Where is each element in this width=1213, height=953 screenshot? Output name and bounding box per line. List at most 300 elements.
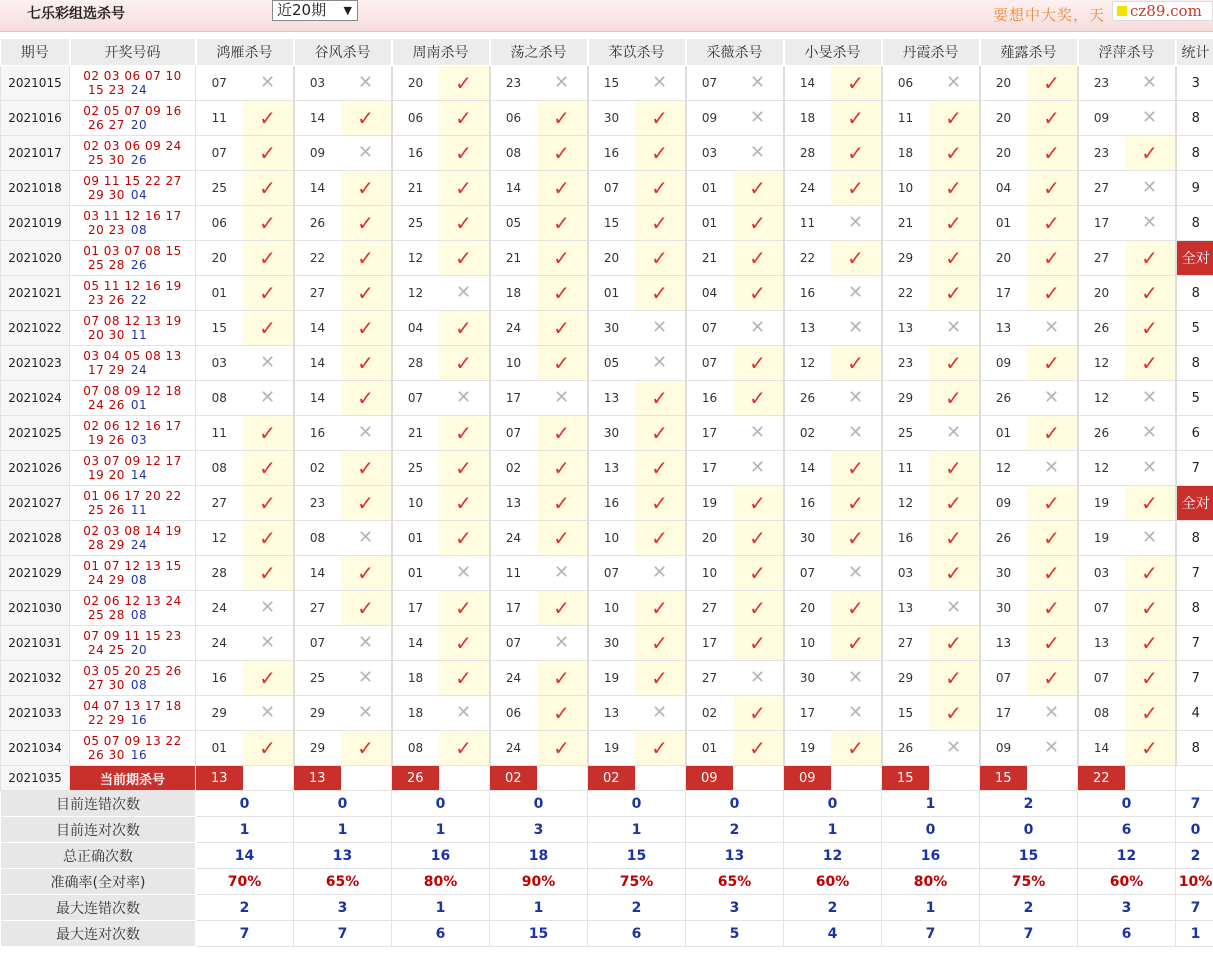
- result-mark-cell: [831, 521, 882, 556]
- result-mark-cell: [1125, 66, 1176, 101]
- cross-icon: ✕: [1141, 457, 1158, 478]
- draw-main-line1: 01 06 17 20 22: [83, 489, 182, 503]
- cross-icon: ✕: [259, 387, 276, 408]
- check-icon: ✓: [1141, 491, 1158, 515]
- check-icon: ✓: [357, 211, 374, 235]
- stats-value: 7: [980, 921, 1078, 947]
- kill-number-cell: 26: [882, 731, 929, 766]
- count-cell: 8: [1176, 101, 1213, 136]
- draw-bonus-number: 11: [130, 328, 148, 342]
- cross-icon: ✕: [749, 142, 766, 163]
- kill-number-cell: 26: [1078, 416, 1125, 451]
- stats-row: [1, 791, 1213, 817]
- col-header-expert: 小旻杀号: [784, 39, 882, 66]
- result-mark-cell: [243, 346, 294, 381]
- current-pad-cell: [1125, 766, 1176, 791]
- issue-cell: 2021017: [1, 136, 70, 171]
- current-pad-cell: [341, 766, 392, 791]
- draw-main-line2: 19 26: [88, 433, 125, 447]
- result-mark-cell: [831, 626, 882, 661]
- check-icon: ✓: [553, 491, 570, 515]
- kill-number-cell: 04: [392, 311, 439, 346]
- check-icon: ✓: [553, 456, 570, 480]
- check-icon: ✓: [1043, 596, 1060, 620]
- kill-number-cell: 09: [686, 101, 733, 136]
- issue-cell: 2021016: [1, 101, 70, 136]
- stats-value: 1: [392, 817, 490, 843]
- check-icon: ✓: [553, 106, 570, 130]
- check-icon: ✓: [749, 596, 766, 620]
- kill-number-cell: 20: [784, 591, 831, 626]
- draw-main-line1: 03 05 20 25 26: [83, 664, 182, 678]
- result-mark-cell: [341, 276, 392, 311]
- kill-number-cell: 06: [196, 206, 243, 241]
- check-icon: ✓: [945, 141, 962, 165]
- result-mark-cell: [1027, 731, 1078, 766]
- kill-number-cell: 12: [1078, 346, 1125, 381]
- check-icon: ✓: [651, 281, 668, 305]
- table-row: [1, 661, 1213, 696]
- stats-label: 总正确次数: [1, 843, 196, 869]
- period-select-value: 近20期: [277, 1, 327, 19]
- kill-number-cell: 08: [196, 451, 243, 486]
- check-icon: ✓: [945, 631, 962, 655]
- result-mark-cell: [831, 66, 882, 101]
- current-kill-number: 13: [294, 766, 341, 791]
- issue-cell: 2021028: [1, 521, 70, 556]
- draw-numbers-cell: [70, 171, 196, 206]
- result-mark-cell: [635, 241, 686, 276]
- result-mark-cell: [1027, 101, 1078, 136]
- result-mark-cell: [439, 556, 490, 591]
- draw-main-line1: 02 03 06 09 24: [83, 139, 182, 153]
- check-icon: ✓: [651, 526, 668, 550]
- draw-line2: [70, 643, 195, 657]
- cross-icon: ✕: [357, 142, 374, 163]
- result-mark-cell: [537, 521, 588, 556]
- kill-number-cell: 24: [490, 731, 537, 766]
- result-mark-cell: [243, 241, 294, 276]
- cross-icon: ✕: [553, 387, 570, 408]
- draw-line2: [70, 538, 195, 552]
- kill-number-cell: 07: [1078, 661, 1125, 696]
- result-mark-cell: [341, 416, 392, 451]
- kill-number-cell: 27: [686, 661, 733, 696]
- col-header-expert: 谷风杀号: [294, 39, 392, 66]
- check-icon: ✓: [1141, 141, 1158, 165]
- draw-line2: [70, 188, 195, 202]
- stats-value: 6: [392, 921, 490, 947]
- table-header-row: [1, 39, 1213, 66]
- check-icon: ✓: [847, 106, 864, 130]
- draw-line2: [70, 503, 195, 517]
- all-correct-badge: 全对: [1176, 486, 1213, 521]
- kill-number-cell: 30: [980, 591, 1027, 626]
- result-mark-cell: [341, 591, 392, 626]
- result-mark-cell: [1125, 521, 1176, 556]
- kill-number-cell: 06: [392, 101, 439, 136]
- issue-cell: 2021024: [1, 381, 70, 416]
- kill-number-cell: 04: [686, 276, 733, 311]
- kill-number-cell: 13: [980, 626, 1027, 661]
- cross-icon: ✕: [455, 562, 472, 583]
- check-icon: ✓: [749, 211, 766, 235]
- check-icon: ✓: [1141, 281, 1158, 305]
- check-icon: ✓: [1043, 491, 1060, 515]
- kill-number-cell: 23: [1078, 66, 1125, 101]
- kill-number-cell: 24: [196, 626, 243, 661]
- draw-numbers-cell: [70, 206, 196, 241]
- table-row: [1, 626, 1213, 661]
- kill-number-cell: 30: [980, 556, 1027, 591]
- chevron-down-icon: ▼: [343, 4, 352, 17]
- draw-main-line1: 03 04 05 08 13: [83, 349, 182, 363]
- check-icon: ✓: [945, 666, 962, 690]
- kill-number-cell: 09: [980, 346, 1027, 381]
- table-row: [1, 101, 1213, 136]
- draw-main-line2: 29 30: [88, 188, 125, 202]
- check-icon: ✓: [553, 281, 570, 305]
- table-row: [1, 381, 1213, 416]
- brand-link[interactable]: [1112, 1, 1213, 21]
- kill-number-cell: 10: [588, 521, 635, 556]
- result-mark-cell: [1125, 556, 1176, 591]
- draw-line2: [70, 223, 195, 237]
- result-mark-cell: [733, 731, 784, 766]
- result-mark-cell: [537, 696, 588, 731]
- table-row: [1, 206, 1213, 241]
- check-icon: ✓: [945, 491, 962, 515]
- draw-main-line2: 20 23: [88, 223, 125, 237]
- check-icon: ✓: [1141, 561, 1158, 585]
- current-pad-cell: [733, 766, 784, 791]
- result-mark-cell: [635, 206, 686, 241]
- result-mark-cell: [1125, 101, 1176, 136]
- col-header-expert: 苯苡杀号: [588, 39, 686, 66]
- check-icon: ✓: [357, 176, 374, 200]
- result-mark-cell: [1027, 311, 1078, 346]
- result-mark-cell: [929, 521, 980, 556]
- result-mark-cell: [635, 591, 686, 626]
- check-icon: ✓: [651, 211, 668, 235]
- draw-main-line2: 26 27: [88, 118, 125, 132]
- cross-icon: ✕: [651, 562, 668, 583]
- result-mark-cell: [537, 556, 588, 591]
- stats-value: 0: [392, 791, 490, 817]
- draw-bonus-number: 22: [130, 293, 148, 307]
- kill-number-cell: 16: [882, 521, 929, 556]
- result-mark-cell: [439, 311, 490, 346]
- result-mark-cell: [831, 346, 882, 381]
- period-select[interactable]: [272, 0, 358, 21]
- draw-main-line1: 03 07 09 12 17: [83, 454, 182, 468]
- draw-main-line1: 03 11 12 16 17: [83, 209, 182, 223]
- kill-number-cell: 16: [294, 416, 341, 451]
- top-bar: [0, 0, 1213, 32]
- draw-main-line2: 26 30: [88, 748, 125, 762]
- kill-number-cell: 10: [490, 346, 537, 381]
- cross-icon: ✕: [553, 632, 570, 653]
- draw-line2: [70, 258, 195, 272]
- stats-total: 7: [1176, 791, 1213, 817]
- current-pad-cell: [243, 766, 294, 791]
- check-icon: ✓: [259, 316, 276, 340]
- stats-value: 5: [686, 921, 784, 947]
- table-row: [1, 136, 1213, 171]
- check-icon: ✓: [749, 281, 766, 305]
- kill-number-cell: 23: [490, 66, 537, 101]
- kill-number-cell: 17: [1078, 206, 1125, 241]
- check-icon: ✓: [553, 526, 570, 550]
- check-icon: ✓: [1141, 631, 1158, 655]
- kill-number-cell: 13: [490, 486, 537, 521]
- draw-main-line1: 02 03 08 14 19: [83, 524, 182, 538]
- result-mark-cell: [831, 661, 882, 696]
- kill-number-cell: 26: [980, 381, 1027, 416]
- check-icon: ✓: [749, 491, 766, 515]
- draw-line2: [70, 293, 195, 307]
- draw-numbers-cell: [70, 521, 196, 556]
- table-row: [1, 311, 1213, 346]
- kill-number-cell: 03: [686, 136, 733, 171]
- stats-value: 0: [686, 791, 784, 817]
- check-icon: ✓: [749, 526, 766, 550]
- stats-label: 最大连对次数: [1, 921, 196, 947]
- result-mark-cell: [1027, 346, 1078, 381]
- issue-cell: 2021025: [1, 416, 70, 451]
- draw-main-line1: 01 03 07 08 15: [83, 244, 182, 258]
- result-mark-cell: [243, 451, 294, 486]
- kill-number-cell: 28: [784, 136, 831, 171]
- kill-number-cell: 06: [490, 101, 537, 136]
- cross-icon: ✕: [651, 352, 668, 373]
- result-mark-cell: [537, 661, 588, 696]
- result-mark-cell: [341, 661, 392, 696]
- check-icon: ✓: [357, 281, 374, 305]
- result-mark-cell: [929, 136, 980, 171]
- check-icon: ✓: [945, 386, 962, 410]
- check-icon: ✓: [455, 71, 472, 95]
- kill-number-cell: 17: [490, 591, 537, 626]
- check-icon: ✓: [847, 736, 864, 760]
- result-mark-cell: [243, 276, 294, 311]
- kill-number-cell: 28: [392, 346, 439, 381]
- stats-value: 3: [1078, 895, 1176, 921]
- draw-main-line1: 07 09 11 15 23: [83, 629, 182, 643]
- result-mark-cell: [635, 171, 686, 206]
- result-mark-cell: [1027, 381, 1078, 416]
- result-mark-cell: [341, 381, 392, 416]
- brand-text: cz89.com: [1130, 2, 1202, 20]
- draw-numbers-cell: [70, 101, 196, 136]
- kill-number-cell: 22: [294, 241, 341, 276]
- result-mark-cell: [831, 381, 882, 416]
- draw-numbers-cell: [70, 591, 196, 626]
- kill-number-cell: 03: [294, 66, 341, 101]
- kill-number-cell: 20: [1078, 276, 1125, 311]
- cross-icon: ✕: [1043, 317, 1060, 338]
- check-icon: ✓: [357, 736, 374, 760]
- kill-number-cell: 09: [1078, 101, 1125, 136]
- check-icon: ✓: [847, 176, 864, 200]
- cross-icon: ✕: [259, 72, 276, 93]
- cross-icon: ✕: [259, 632, 276, 653]
- table-row: [1, 451, 1213, 486]
- current-kill-number: 22: [1078, 766, 1125, 791]
- current-kill-number: 09: [784, 766, 831, 791]
- cross-icon: ✕: [455, 282, 472, 303]
- kill-number-cell: 03: [1078, 556, 1125, 591]
- kill-number-cell: 11: [882, 101, 929, 136]
- result-mark-cell: [537, 311, 588, 346]
- result-mark-cell: [1027, 661, 1078, 696]
- draw-bonus-number: 20: [130, 118, 148, 132]
- check-icon: ✓: [259, 456, 276, 480]
- result-mark-cell: [1125, 171, 1176, 206]
- stats-value: 1: [588, 817, 686, 843]
- stats-value: 7: [882, 921, 980, 947]
- result-mark-cell: [1125, 346, 1176, 381]
- draw-numbers-cell: [70, 696, 196, 731]
- stats-value: 16: [882, 843, 980, 869]
- result-mark-cell: [929, 731, 980, 766]
- check-icon: ✓: [847, 631, 864, 655]
- result-mark-cell: [1027, 696, 1078, 731]
- check-icon: ✓: [749, 701, 766, 725]
- kill-number-cell: 17: [686, 451, 733, 486]
- check-icon: ✓: [651, 666, 668, 690]
- col-header-draw: 开奖号码: [70, 39, 196, 66]
- result-mark-cell: [733, 521, 784, 556]
- check-icon: ✓: [259, 176, 276, 200]
- draw-numbers-cell: [70, 346, 196, 381]
- table-row: [1, 346, 1213, 381]
- stats-value: 0: [784, 791, 882, 817]
- result-mark-cell: [243, 696, 294, 731]
- check-icon: ✓: [651, 596, 668, 620]
- cross-icon: ✕: [847, 317, 864, 338]
- kill-number-cell: 20: [588, 241, 635, 276]
- draw-numbers-cell: [70, 731, 196, 766]
- cross-icon: ✕: [1141, 212, 1158, 233]
- kill-number-cell: 19: [686, 486, 733, 521]
- result-mark-cell: [341, 696, 392, 731]
- stats-value: 3: [294, 895, 392, 921]
- draw-numbers-cell: [70, 136, 196, 171]
- stats-value: 1: [490, 895, 588, 921]
- result-mark-cell: [831, 486, 882, 521]
- check-icon: ✓: [259, 211, 276, 235]
- result-mark-cell: [243, 521, 294, 556]
- kill-number-cell: 27: [1078, 171, 1125, 206]
- result-mark-cell: [733, 591, 784, 626]
- count-cell: 8: [1176, 136, 1213, 171]
- stats-value: 65%: [686, 869, 784, 895]
- result-mark-cell: [635, 486, 686, 521]
- table-row: [1, 696, 1213, 731]
- kill-number-cell: 01: [686, 731, 733, 766]
- cross-icon: ✕: [945, 72, 962, 93]
- kill-number-cell: 12: [1078, 451, 1125, 486]
- check-icon: ✓: [357, 106, 374, 130]
- kill-number-cell: 18: [882, 136, 929, 171]
- kill-number-cell: 16: [784, 486, 831, 521]
- check-icon: ✓: [749, 176, 766, 200]
- kill-number-cell: 19: [588, 731, 635, 766]
- result-mark-cell: [537, 101, 588, 136]
- result-mark-cell: [537, 591, 588, 626]
- count-cell: 8: [1176, 521, 1213, 556]
- result-mark-cell: [831, 591, 882, 626]
- draw-main-line2: 24 29: [88, 573, 125, 587]
- check-icon: ✓: [847, 351, 864, 375]
- result-mark-cell: [537, 381, 588, 416]
- draw-main-line2: 25 30: [88, 153, 125, 167]
- result-mark-cell: [635, 451, 686, 486]
- table-row: [1, 486, 1213, 521]
- check-icon: ✓: [847, 246, 864, 270]
- kill-number-cell: 01: [196, 276, 243, 311]
- result-mark-cell: [733, 241, 784, 276]
- check-icon: ✓: [1043, 351, 1060, 375]
- result-mark-cell: [1027, 521, 1078, 556]
- stats-row: [1, 843, 1213, 869]
- issue-cell: 2021023: [1, 346, 70, 381]
- stats-value: 0: [1078, 791, 1176, 817]
- kill-number-cell: 04: [980, 171, 1027, 206]
- draw-main-line1: 02 06 12 16 17: [83, 419, 182, 433]
- result-mark-cell: [439, 626, 490, 661]
- draw-main-line2: 19 20: [88, 468, 125, 482]
- stats-value: 80%: [882, 869, 980, 895]
- kill-number-cell: 10: [686, 556, 733, 591]
- result-mark-cell: [439, 66, 490, 101]
- count-cell: 8: [1176, 591, 1213, 626]
- kill-number-cell: 21: [392, 416, 439, 451]
- result-mark-cell: [929, 696, 980, 731]
- check-icon: ✓: [455, 176, 472, 200]
- result-mark-cell: [1027, 626, 1078, 661]
- kill-number-cell: 13: [588, 381, 635, 416]
- draw-numbers-cell: [70, 276, 196, 311]
- check-icon: ✓: [259, 666, 276, 690]
- kill-number-cell: 21: [490, 241, 537, 276]
- result-mark-cell: [1027, 556, 1078, 591]
- kill-number-cell: 29: [882, 661, 929, 696]
- result-mark-cell: [733, 206, 784, 241]
- result-mark-cell: [537, 731, 588, 766]
- kill-number-cell: 01: [392, 521, 439, 556]
- kill-number-cell: 25: [196, 171, 243, 206]
- issue-cell: 2021018: [1, 171, 70, 206]
- check-icon: ✓: [945, 561, 962, 585]
- current-kill-number: 26: [392, 766, 439, 791]
- result-mark-cell: [1125, 276, 1176, 311]
- kill-number-cell: 15: [882, 696, 929, 731]
- kill-number-cell: 14: [1078, 731, 1125, 766]
- result-mark-cell: [341, 346, 392, 381]
- check-icon: ✓: [651, 176, 668, 200]
- result-mark-cell: [635, 556, 686, 591]
- check-icon: ✓: [1043, 526, 1060, 550]
- stats-total: 1: [1176, 921, 1213, 947]
- stats-value: 2: [784, 895, 882, 921]
- check-icon: ✓: [553, 176, 570, 200]
- result-mark-cell: [1125, 626, 1176, 661]
- draw-main-line2: 25 26: [88, 503, 125, 517]
- check-icon: ✓: [455, 631, 472, 655]
- page-title: 七乐彩组选杀号: [27, 6, 125, 22]
